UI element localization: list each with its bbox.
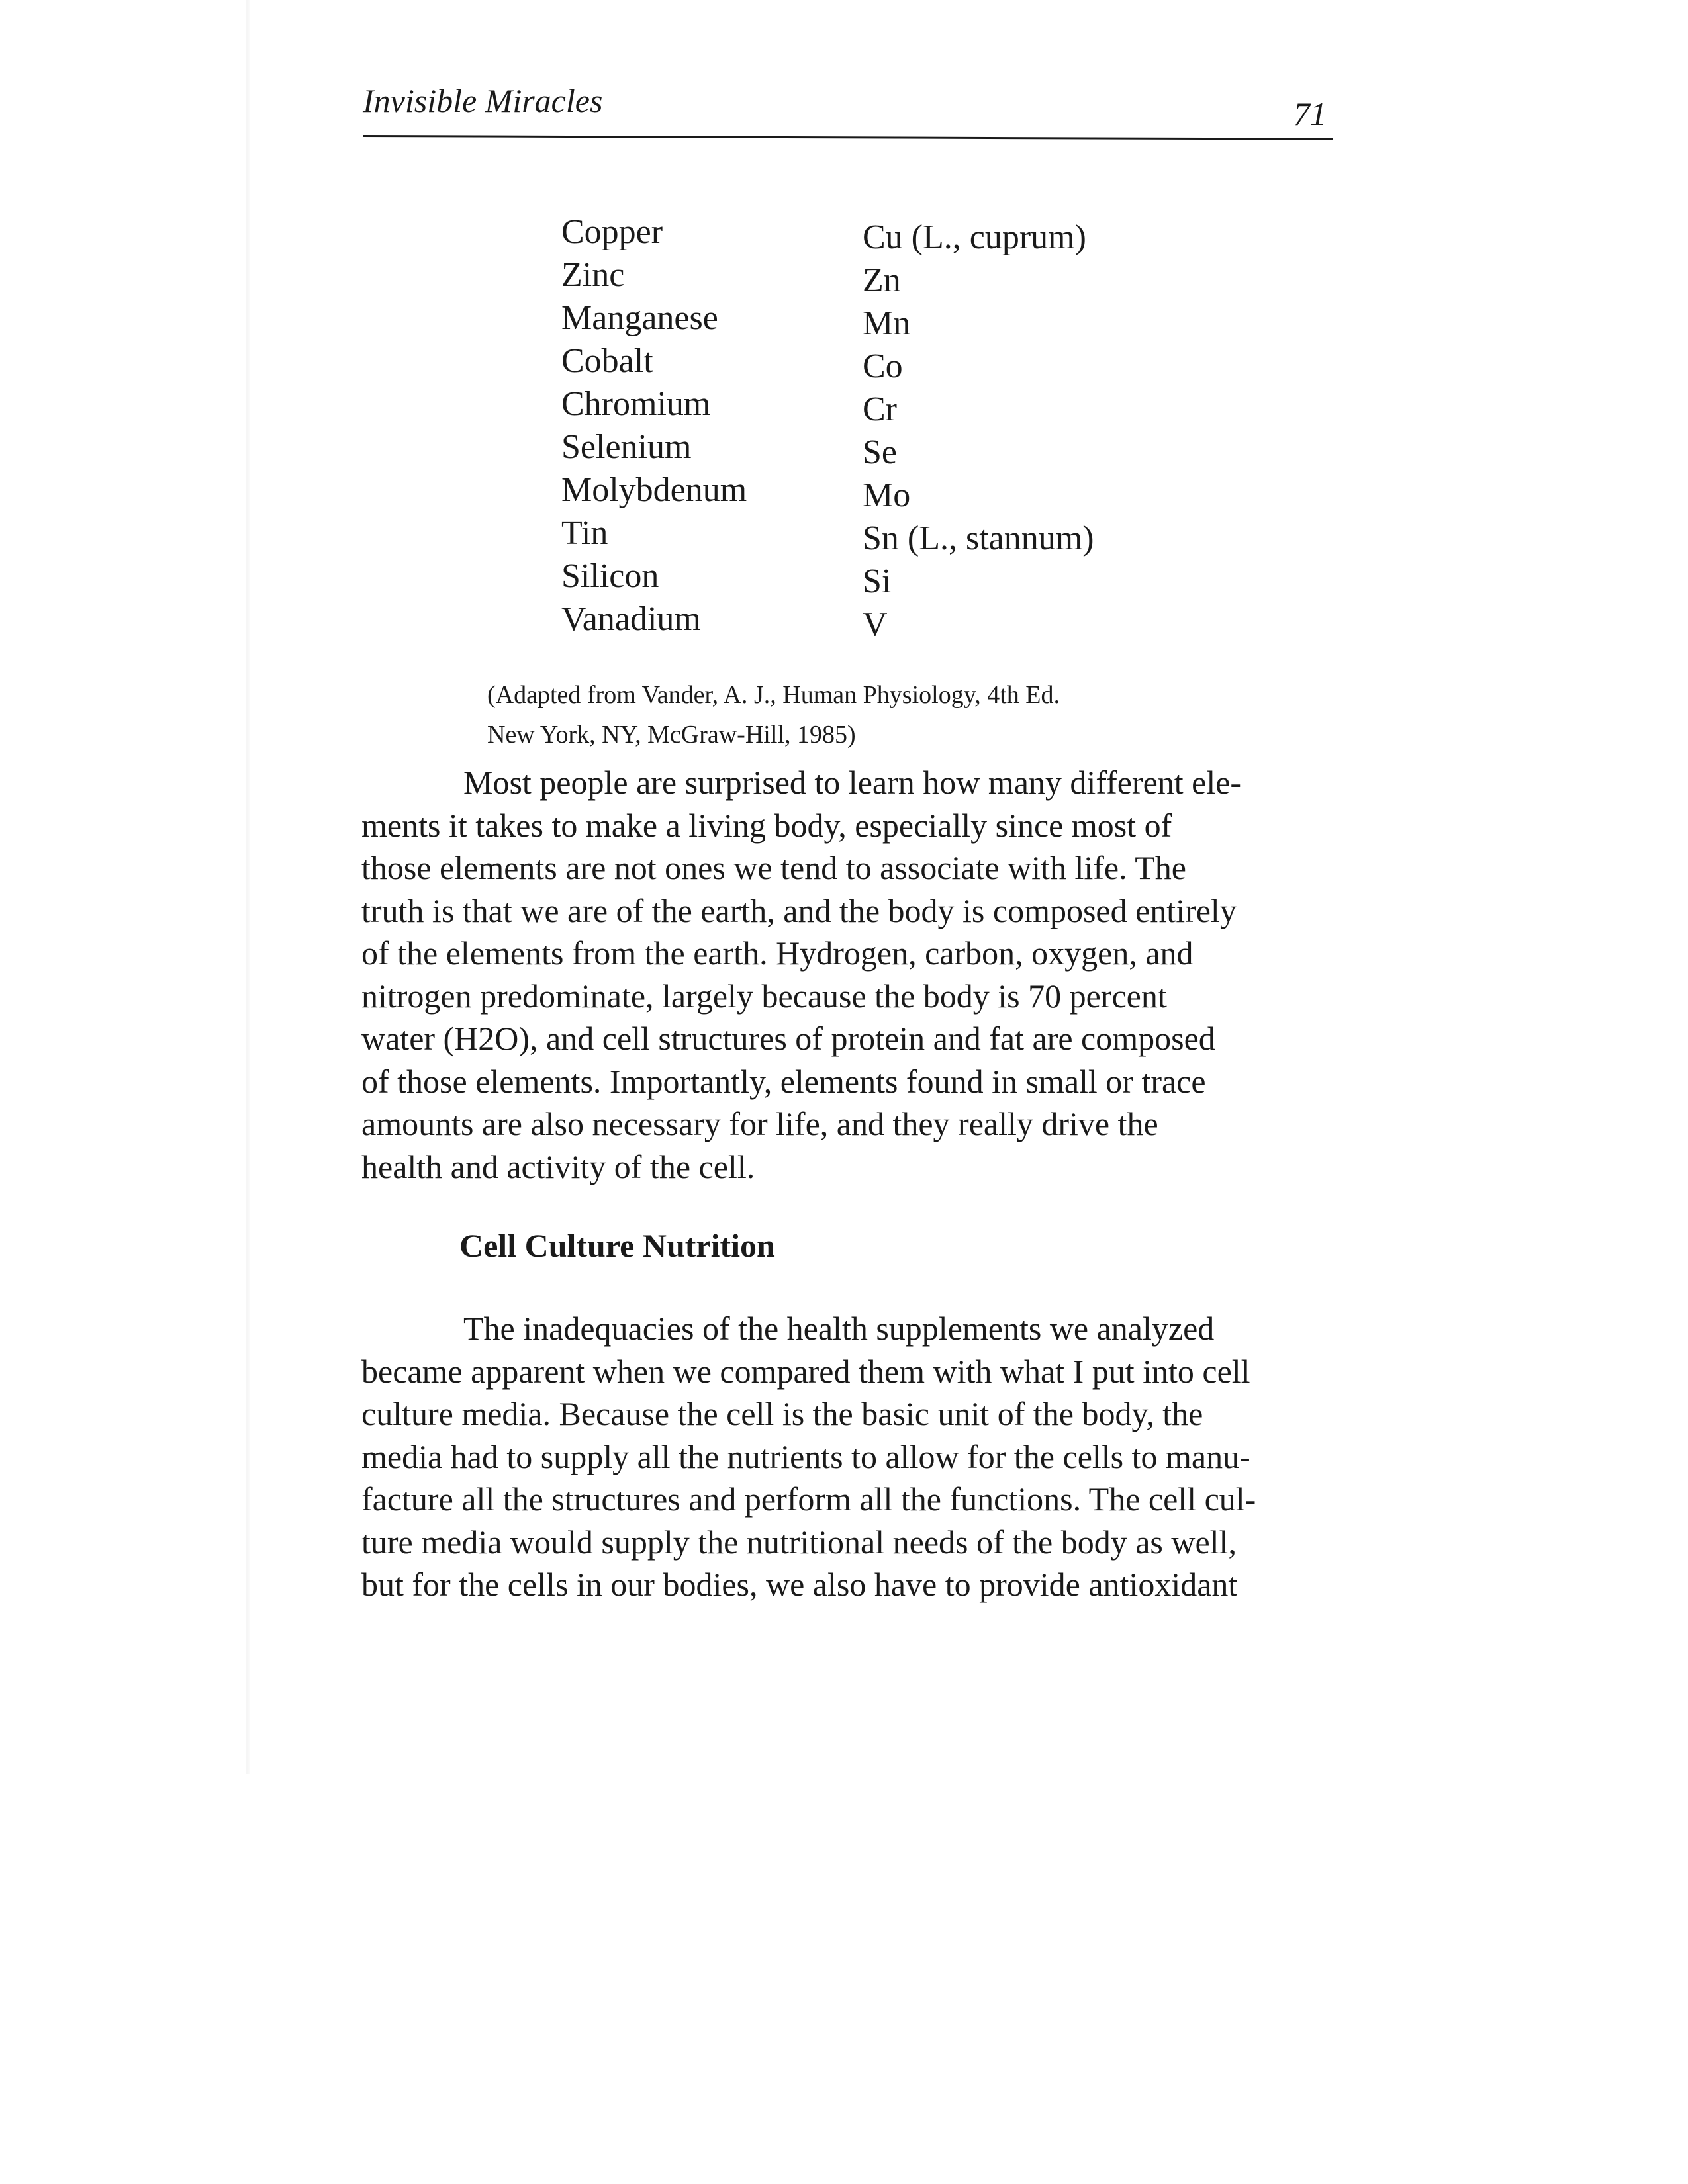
paragraph-line: amounts are also necessary for life, and they really drive the [361, 1105, 1158, 1142]
paragraph-line: truth is that we are of the earth, and the body is composed entirely [361, 891, 1237, 929]
paragraph-line: The inadequacies of the health supplements we analyzed [463, 1310, 1215, 1347]
body-paragraph [361, 1307, 1328, 1606]
element-name: Silicon [561, 557, 659, 595]
paragraph-line: Most people are surprised to learn how many different ele- [463, 764, 1242, 801]
paragraph-line: of the elements from the earth. Hydrogen, carbon, oxygen, and [361, 934, 1194, 972]
paragraph-line: but for the cells in our bodies, we also have to provide antioxidant [361, 1566, 1238, 1603]
element-row [561, 469, 1157, 512]
element-row [561, 555, 1157, 598]
paragraph-line: nitrogen predominate, largely because the body is 70 percent [361, 977, 1167, 1015]
element-row [561, 210, 1157, 256]
section-heading: Cell Culture Nutrition [459, 1227, 775, 1264]
paragraph-line: facture all the structures and perform all the functions. The cell cul- [361, 1480, 1256, 1518]
page-number: 71 [1293, 95, 1327, 132]
element-row [561, 426, 1157, 469]
paragraph-line: culture media. Because the cell is the basic unit of the body, the [361, 1395, 1203, 1432]
element-symbol: Mo [863, 477, 911, 514]
element-name: Chromium [561, 385, 711, 423]
element-symbol: Cr [863, 390, 897, 428]
body-paragraph [361, 761, 1328, 1188]
element-symbol: Si [863, 563, 892, 600]
element-symbol: Mn [863, 304, 911, 342]
element-name: Selenium [561, 428, 692, 466]
element-name: Molybdenum [561, 471, 747, 509]
element-symbol: Cu (L., cuprum) [863, 218, 1086, 256]
element-name: Manganese [561, 299, 718, 337]
element-symbol: V [863, 606, 888, 643]
element-row [561, 253, 1157, 299]
paragraph-line: ture media would supply the nutritional needs of the body as well, [361, 1523, 1237, 1561]
element-symbol: Zn [863, 261, 901, 299]
element-row [561, 598, 1157, 641]
element-symbol: Co [863, 347, 903, 385]
element-symbol: Sn (L., stannum) [863, 520, 1094, 557]
element-row [561, 512, 1157, 555]
element-table [561, 210, 1157, 641]
element-row [561, 340, 1157, 383]
running-head [363, 74, 1333, 147]
element-symbol: Se [863, 433, 897, 471]
running-title: Invisible Miracles [363, 82, 603, 119]
element-name: Tin [561, 514, 608, 552]
paragraph-line: ments it takes to make a living body, especially since most of [361, 806, 1172, 844]
element-name: Vanadium [561, 600, 701, 638]
element-row [561, 383, 1157, 426]
paragraph-line: media had to supply all the nutrients to allow for the cells to manu- [361, 1437, 1250, 1475]
element-row [561, 296, 1157, 340]
citation-line: New York, NY, McGraw-Hill, 1985) [487, 721, 856, 749]
paragraph-line: of those elements. Importantly, elements found in small or trace [361, 1062, 1206, 1100]
element-name: Zinc [561, 256, 625, 294]
page-binding-shadow [246, 0, 250, 1774]
paragraph-line: those elements are not ones we tend to associate with life. The [361, 849, 1186, 886]
citation [487, 675, 1215, 754]
element-name: Copper [561, 213, 663, 251]
paragraph-line: water (H2O), and cell structures of protein and fat are composed [361, 1020, 1215, 1057]
paragraph-line: health and activity of the cell. [361, 1148, 755, 1185]
citation-line: (Adapted from Vander, A. J., Human Physiology, 4th Ed. [487, 681, 1060, 709]
element-name: Cobalt [561, 342, 653, 380]
header-rule [363, 135, 1333, 140]
paragraph-line: became apparent when we compared them with what I put into cell [361, 1352, 1250, 1390]
